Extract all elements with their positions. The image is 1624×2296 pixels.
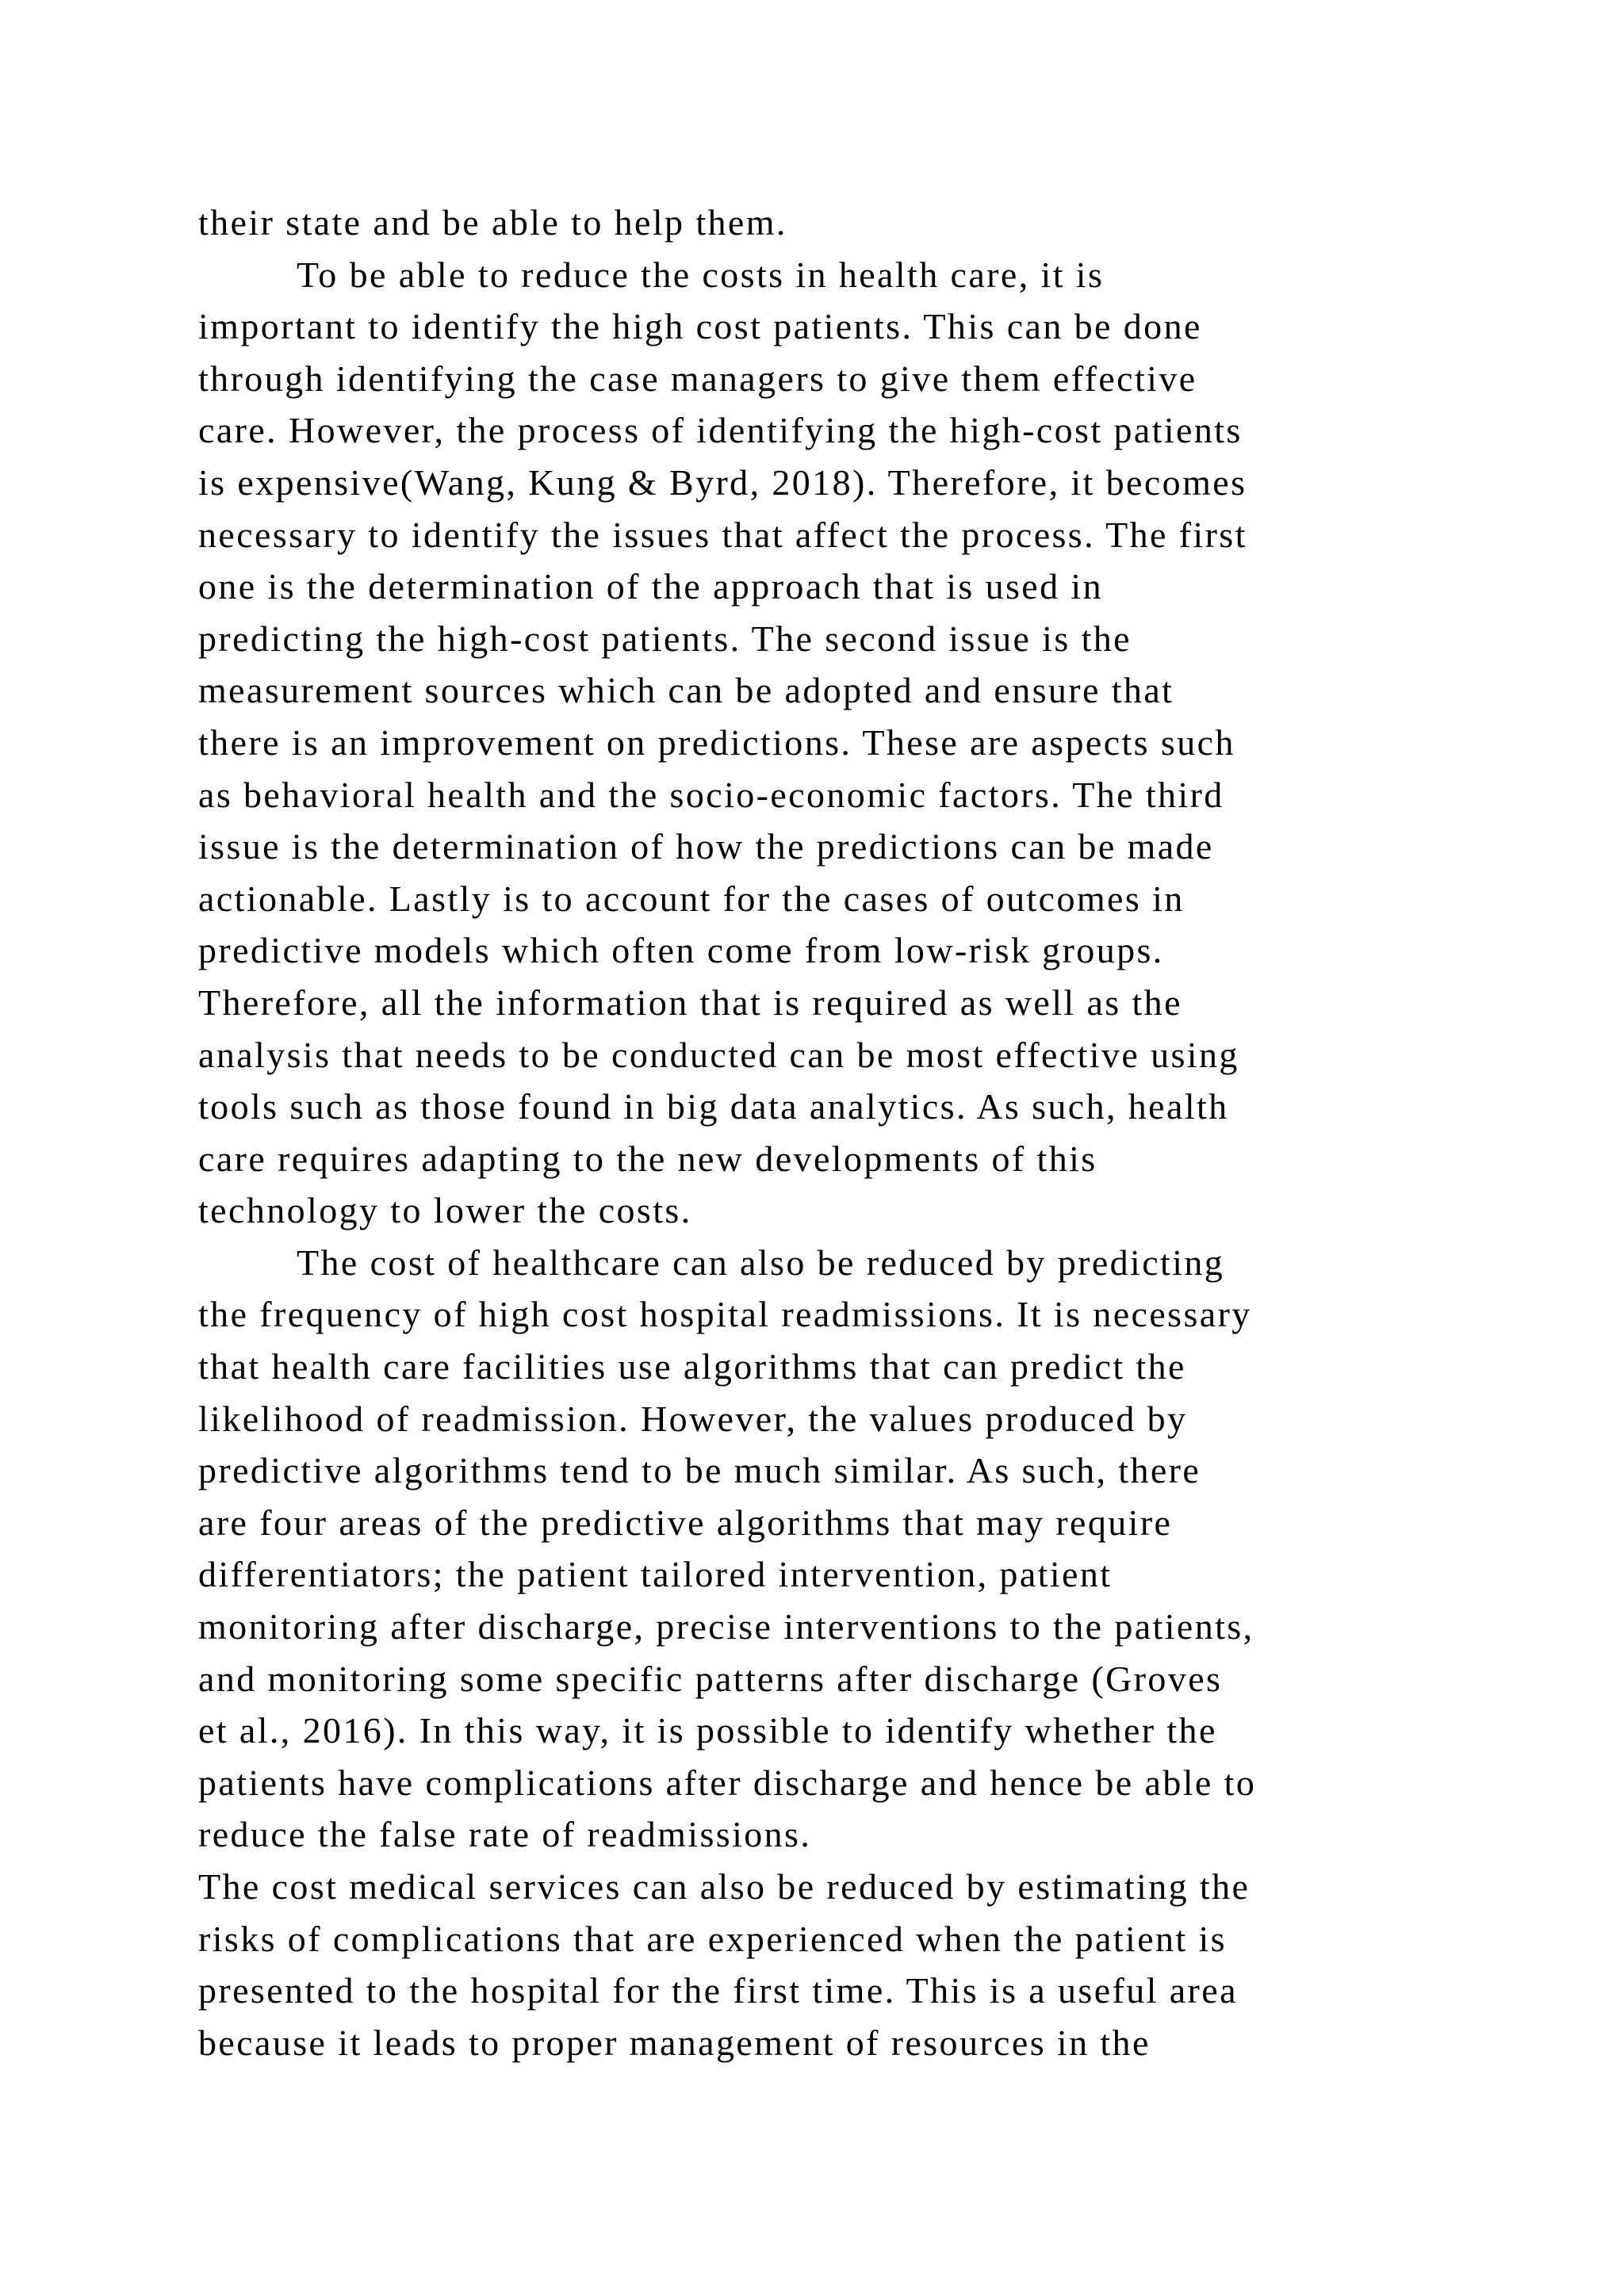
text-line: predicting the high-cost patients. The second issue is the xyxy=(198,618,1132,659)
text-line: reduce the false rate of readmissions. xyxy=(198,1814,812,1855)
text-line: differentiators; the patient tailored intervention, patient xyxy=(198,1554,1113,1595)
text-line: likelihood of readmission. However, the values produced by xyxy=(198,1398,1188,1439)
text-line: predictive algorithms tend to be much similar. As such, there xyxy=(198,1450,1201,1491)
text-line: as behavioral health and the socio-economic factors. The third xyxy=(198,774,1224,815)
text-line: Therefore, all the information that is required as well as the xyxy=(198,982,1182,1023)
text-line: predictive models which often come from low-risk groups. xyxy=(198,930,1164,971)
text-line: important to identify the high cost patients. This can be done xyxy=(198,306,1202,347)
text-line: through identifying the case managers to give them effective xyxy=(198,358,1197,399)
text-line: and monitoring some specific patterns after discharge (Groves xyxy=(198,1658,1223,1699)
paragraph-first-line: To be able to reduce the costs in health care, it is xyxy=(297,254,1105,295)
text-line: tools such as those found in big data analytics. As such, health xyxy=(198,1086,1229,1127)
text-line: et al., 2016). In this way, it is possible to identify whether the xyxy=(198,1710,1217,1751)
text-line: necessary to identify the issues that affect the process. The first xyxy=(198,514,1247,555)
text-line: technology to lower the costs. xyxy=(198,1190,692,1231)
paragraph-first-line: The cost of healthcare can also be reduced by predicting xyxy=(297,1242,1225,1283)
text-line: care. However, the process of identifying the high-cost patients xyxy=(198,410,1243,451)
text-line: patients have complications after discharge and hence be able to xyxy=(198,1762,1257,1803)
text-line: analysis that needs to be conducted can be most effective using xyxy=(198,1034,1239,1075)
text-line: are four areas of the predictive algorithms that may require xyxy=(198,1502,1173,1543)
text-line: their state and be able to help them. xyxy=(198,202,787,243)
text-line: measurement sources which can be adopted and ensure that xyxy=(198,670,1174,711)
text-line: presented to the hospital for the first time. This is a useful area xyxy=(198,1970,1238,2011)
text-line: one is the determination of the approach that is used in xyxy=(198,566,1104,607)
text-line: monitoring after discharge, precise interventions to the patients, xyxy=(198,1606,1254,1647)
text-line: because it leads to proper management of resources in the xyxy=(198,2022,1151,2063)
text-line: is expensive(Wang, Kung & Byrd, 2018). Therefore, it becomes xyxy=(198,461,1247,503)
text-line: there is an improvement on predictions. These are aspects such xyxy=(198,721,1235,763)
document-body xyxy=(198,197,1499,2068)
text-line: risks of complications that are experienced when the patient is xyxy=(198,1918,1227,1959)
text-line: the frequency of high cost hospital readmissions. It is necessary xyxy=(198,1294,1252,1335)
paragraph-first-line: The cost medical services can also be reduced by estimating the xyxy=(198,1866,1251,1907)
text-line: actionable. Lastly is to account for the cases of outcomes in xyxy=(198,878,1185,919)
text-line: care requires adapting to the new developments of this xyxy=(198,1138,1097,1179)
text-line: issue is the determination of how the predictions can be made xyxy=(198,826,1214,867)
text-line: that health care facilities use algorithms that can predict the xyxy=(198,1346,1186,1387)
